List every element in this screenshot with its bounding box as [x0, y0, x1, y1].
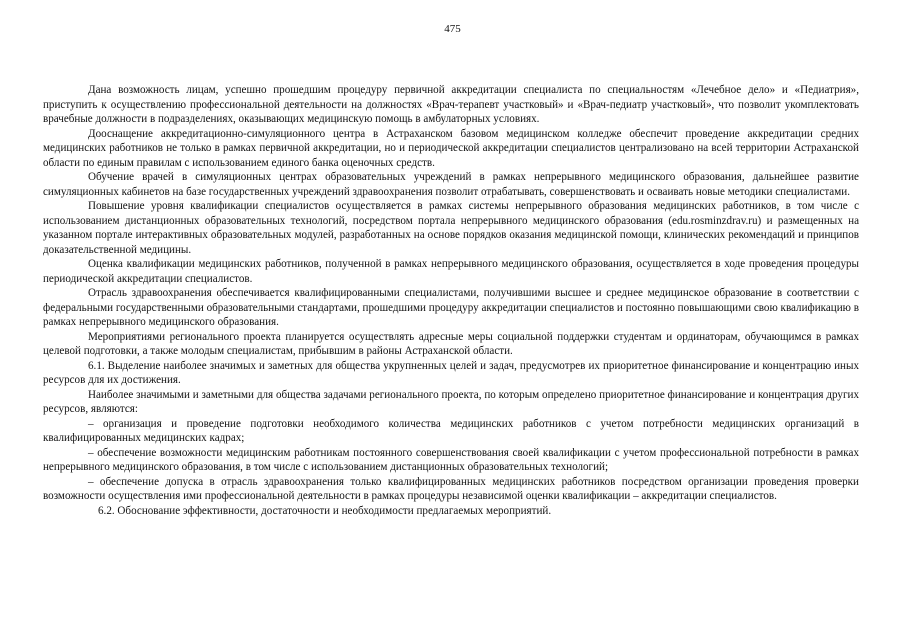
paragraph-5: Оценка квалификации медицинских работников, полученной в рамках непрерывного медицинского образования, осуществляется в ходе проведения процедуры периодической аккредитации специалистов. [43, 258, 859, 285]
paragraph-9: Наиболее значимыми и заметными для общества задачами регионального проекта, по которым определено приоритетное финансирование и концентрация других ресурсов, являются: [43, 388, 859, 415]
paragraph-7: Мероприятиями регионального проекта планируется осуществлять адресные меры социальной поддержки студентам и ординаторам, обучающимся в рамках целевой подготовки, а также молодым специалистам, прибывшим в районы Астраханской области. [43, 330, 859, 357]
paragraph-6: Отрасль здравоохранения обеспечивается квалифицированными специалистами, получившими высшее и среднее медицинское образование в соответствии с федеральными государственными образовательными стандартами, прошедшими процедуру аккредитации специалистов и постоянно повышающими свою квалификацию в рамках непрерывного медицинского образования. [43, 287, 859, 328]
page-number: 475 [444, 23, 461, 35]
list-item-1: – организация и проведение подготовки необходимого количества медицинских работников с учетом потребности медицинских организаций в квалифицированных медицинских кадрах; [43, 417, 859, 444]
section-6-2-heading: 6.2. Обоснование эффективности, достаточности и необходимости предлагаемых мероприятий. [98, 504, 552, 517]
paragraph-3: Обучение врачей в симуляционных центрах образовательных учреждений в рамках непрерывного медицинского образования, дальнейшее развитие симуляционных кабинетов на базе государственных учреждений здравоохранения позволит отрабатывать, совершенствовать и осваивать новые методики специалистами. [43, 171, 859, 198]
paragraph-4: Повышение уровня квалификации специалистов осуществляется в рамках системы непрерывного образования медицинских работников, в том числе с использованием дистанционных образовательных технологий, посредством портала непрерывного медицинского образования (edu.rosminzdrav.ru) и размещенных на указанном портале интерактивных образовательных модулей, разработанных на основе порядков оказания медицинской помощи, клинических рекомендаций и принципов доказательственной медицины. [43, 200, 859, 256]
section-6-1-heading: 6.1. Выделение наиболее значимых и заметных для общества укрупненных целей и задач, предусмотрев их приоритетное финансирование и концентрацию иных ресурсов для их достижения. [43, 359, 859, 386]
list-item-2: – обеспечение возможности медицинским работникам постоянного совершенствования своей квалификации с учетом профессиональной потребности в рамках непрерывного медицинского образования, в том числе с использованием дистанционных образовательных технологий; [43, 446, 859, 473]
paragraph-1: Дана возможность лицам, успешно прошедшим процедуру первичной аккредитации специалиста по специальностям «Лечебное дело» и «Педиатрия», приступить к осуществлению профессиональной деятельности на должностях «Врач-терапевт участковый» и «Врач-педиатр участковый», что позволит укомплектовать врачебные должности в подразделениях, оказывающих медицинскую помощь в амбулаторных условиях. [43, 84, 859, 125]
document-body [43, 83, 859, 518]
paragraph-2: Дооснащение аккредитационно-симуляционного центра в Астраханском базовом медицинском колледже обеспечит проведение аккредитации средних медицинских работников не только в рамках первичной аккредитации, но и периодической аккредитации специалистов централизовано на всей территории Астраханской области по единым правилам с использованием единого банка оценочных средств. [43, 127, 859, 169]
list-item-3: – обеспечение допуска в отрасль здравоохранения только квалифицированных медицинских работников посредством организации проведения проверки возможности осуществления ими профессиональной деятельности в рамках процедуры независимой оценки квалификации – аккредитации специалистов. [43, 475, 859, 502]
